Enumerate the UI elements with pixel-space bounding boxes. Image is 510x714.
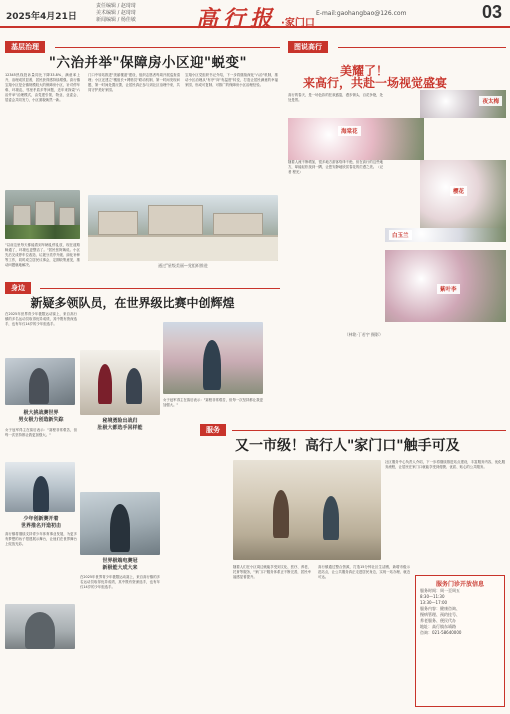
athlete-photo	[5, 358, 75, 405]
flower-photo-tile	[385, 228, 506, 242]
person-figure	[33, 476, 49, 512]
governance-paragraph: 宝翔小区党组织书记介绍，下一步将继续深化"六治"机制，推动小区治理从"有序"向"有温度"转变，打造让居民满意的幸福家园，形成可复制、可推广的保障房小区治理经验。	[185, 73, 278, 87]
flower-photo-tile	[288, 118, 424, 160]
person-figure	[110, 504, 130, 552]
athlete-subtitle: 世界极端电赛冠 新极能大成大来	[102, 558, 138, 571]
flower-label: 白玉兰	[389, 230, 412, 240]
person-figure	[273, 490, 289, 538]
athletes-paragraph: 女子冠军得主在赛后表示："赛程非常艰苦，但每一次坚持都让我更加强大。"	[163, 398, 263, 407]
service-info-line: 8:30—11:30	[420, 594, 445, 599]
service-info-line: 13:30—17:00	[420, 600, 448, 605]
service-info-line: 服务内容：健康咨询、	[420, 606, 460, 611]
photo-caption: 通过"星级美丽—党组织推进	[158, 263, 208, 268]
editor-credits	[96, 3, 136, 24]
service-info-title: 服务门诊开放信息	[435, 581, 484, 588]
flower-label: 樱花	[450, 186, 467, 196]
editor-line: 美术编辑 / 赵琦琦	[96, 10, 136, 16]
building-shape	[98, 211, 138, 235]
service-headline: 又一市级！高行人"家门口"触手可及	[235, 438, 460, 454]
section-rule	[338, 47, 506, 48]
athletes-paragraph: 在2025年世界青少年极限运动赛上，来自高行镇的多名运动员取得优异成绩，其中既有资深选手，也有年仅14岁的少年组选手。	[5, 312, 77, 326]
athlete-photo	[5, 604, 75, 649]
flower-label: 海棠花	[338, 126, 361, 136]
photo-headline: 美耀了！	[340, 64, 389, 78]
athletes-headline: 新疑多领队员，在世界级比赛中创辉煌	[30, 296, 235, 310]
editor-line: 责任编辑 / 赵琦琦	[96, 3, 136, 9]
athlete-photo	[5, 462, 75, 512]
page-number: 03	[482, 2, 503, 22]
service-info-line: 慢病管理、预约挂号、	[420, 612, 460, 617]
service-info-line: 地址：高行镇东靖路	[420, 624, 456, 629]
flower-photo-tile	[385, 250, 506, 322]
service-info-line: 服务时间：周一至周五	[420, 588, 460, 593]
photo-intro: 高行的春天，是一场色彩的狂欢盛宴，漫步街头，百花争艳，处处是景。	[288, 93, 383, 102]
flower-photo-tile	[420, 160, 506, 228]
athletes-paragraph: 女子冠军得主在赛后表示："赛程非常艰苦，但每一次坚持都让我更加强大。"	[5, 428, 77, 437]
athletes-paragraph: 在2025年世界青少年极限运动赛上，来自高行镇的多名运动员取得优异成绩，其中既有资深选手，也有年仅14岁的少年组选手。	[80, 575, 160, 589]
athlete-subtitle: 少年创新赛开着 世界推名开造初击	[20, 516, 61, 529]
governance-paragraph: 门口中转站推进"美丽楼道"建设，组织志愿者每周开展巡查清理；小区还建立"楼组长+网格员"联动机制，第一时间发现问题、第一时间处置反馈，让居民真正参与到社区治理中来，共同守护美好家园。	[88, 73, 180, 92]
athlete-subtitle: 秘境勇险出战归 肚极大都选手回样能	[97, 418, 143, 431]
athlete-photo	[80, 350, 160, 415]
building-shape	[35, 201, 55, 227]
newspaper-subtitle: ·家门口	[281, 18, 315, 29]
person-figure	[29, 368, 49, 404]
masthead	[0, 0, 510, 32]
service-info-box	[415, 575, 505, 707]
governance-headline: "六治并举"保障房小区迎"蜕变"	[48, 55, 248, 71]
service-paragraph: 随着人们在小区周边就能享受到文化、医疗、养老、托育等服务，"家门口"服务体系正不断完善，居民幸福感显著提升。	[233, 565, 311, 579]
athlete-subtitle: 极大挑战赛世界 男女极力创造新失踪	[18, 410, 64, 423]
service-paragraph: 高行镇通过整合资源，打造15分钟社区生活圈，新增市级示范站点，让公共服务真正走进居民身边，实现一站办理、就近可达。	[318, 565, 410, 579]
photo-text: 随着人流不断增加，很多地方游客络绎不绝，但在高行的这些地方，却能轻松找到一隅，让您安静地欣赏春花的烂漫之美。（记者 程光）	[288, 160, 383, 174]
athlete-photo	[80, 492, 160, 555]
section-tag-photo: 图说高行	[288, 41, 328, 53]
service-info-line: 养老服务、便民代办	[420, 618, 456, 623]
section-tag-nearby: 身边	[5, 282, 31, 294]
newspaper-brand	[196, 2, 315, 33]
section-tag-governance: 基层治理	[5, 41, 45, 53]
section-tag-service: 服务	[200, 424, 226, 436]
person-figure	[323, 496, 339, 540]
governance-paragraph: 12345热线投诉量同比下降33.8%，满意率上升，治理成效显著，居民获得感持续增强。高行镇宝翔小区是全镇规模较大的保障房小区，针对停车难、环境乱、邻里矛盾多等问题，近年来探索"六治并举"治理模式，由党建引领，物业、业委会、居委会共同发力，小区面貌焕然一新。	[5, 73, 80, 102]
flower-label: 紫叶李	[437, 284, 460, 294]
building-shape	[13, 205, 31, 227]
photo-subheadline: 来高行，共赴一场视觉盛宴	[303, 76, 448, 90]
tree-line	[5, 225, 80, 239]
section-rule	[232, 430, 506, 431]
service-paragraph: 社区服务中心负责人介绍，下一步将继续推进站点建设，丰富服务内容，优化服务流程，让居民在家门口就能享受到便捷、优质、贴心的公共服务。	[385, 460, 505, 469]
flower-photo-tile	[420, 90, 506, 118]
photo-byline: （林铭·丁若宇 摄影）	[344, 332, 383, 337]
building-shape	[148, 205, 203, 235]
building-shape	[213, 213, 263, 235]
person-figure	[25, 612, 55, 649]
building-shape	[59, 207, 75, 227]
section-rule	[40, 288, 280, 289]
service-info-line: 咨询：021-58640000	[420, 630, 462, 635]
service-center-photo	[233, 460, 381, 560]
person-figure	[126, 368, 142, 404]
person-figure	[203, 340, 221, 390]
section-rule	[55, 47, 280, 48]
issue-date: 2025年4月21日	[6, 12, 77, 22]
community-wall-photo	[88, 195, 278, 261]
person-figure	[98, 364, 112, 404]
governance-paragraph: "以前这里每天都能看到车辆乱停乱放，现在道路畅通了，环境也更整洁了。"居民张阿姨说。小区先后完成停车位改造、垃圾分类亭升级、绿化补种等工作，同时成立居民议事会，定期收集意见，推动问题就地解决。	[5, 243, 80, 267]
newspaper-title: 高行报	[196, 6, 278, 32]
flower-label: 夜太梅	[479, 96, 502, 106]
editor-line: 新闻编辑 / 杨佳敏	[96, 17, 136, 23]
contact-email: E-mail:gaohangbao@126.com	[316, 10, 407, 17]
painted-wall	[88, 235, 278, 261]
athlete-photo	[163, 322, 263, 394]
residential-photo	[5, 190, 80, 239]
athletes-paragraph: 高行镇将继续支持青少年体育事业发展，为更多有梦想的孩子搭建展示舞台，让他们在世界舞台上绽放光彩。	[5, 532, 77, 546]
